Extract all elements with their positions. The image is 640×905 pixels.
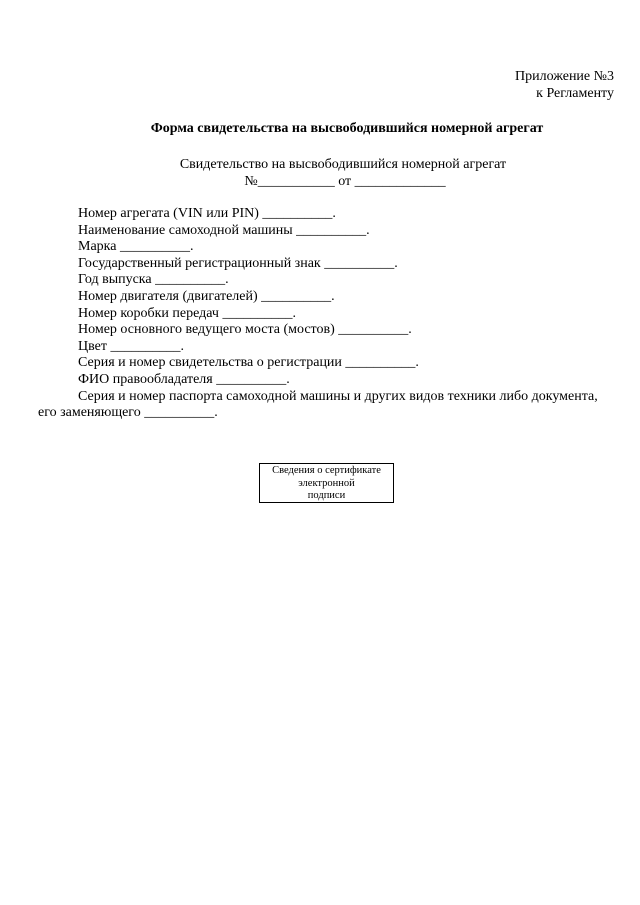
form-title: Форма свидетельства на высвободившийся номерной агрегат bbox=[150, 121, 544, 136]
field-axle-number: Номер основного ведущего моста (мостов) __________. bbox=[78, 322, 412, 338]
field-owner-name: ФИО правообладателя __________. bbox=[78, 371, 290, 387]
annex-regulation: к Регламенту bbox=[536, 86, 614, 101]
signature-box-line-2: электронной bbox=[298, 477, 355, 489]
field-brand: Марка __________. bbox=[78, 239, 194, 255]
field-engine-number: Номер двигателя (двигателей) __________. bbox=[78, 288, 335, 304]
field-unit-number: Номер агрегата (VIN или PIN) __________. bbox=[78, 206, 336, 221]
field-gearbox-number: Номер коробки передач __________. bbox=[78, 305, 296, 321]
field-registration-certificate: Серия и номер свидетельства о регистрации __________. bbox=[78, 355, 419, 371]
field-year: Год выпуска __________. bbox=[78, 272, 229, 288]
signature-box-line-3: подписи bbox=[307, 490, 346, 501]
certificate-number-line: №___________ от _____________ bbox=[244, 174, 446, 189]
field-registration-plate: Государственный регистрационный знак __________. bbox=[78, 255, 398, 271]
signature-box-line-1: Сведения о сертификате bbox=[272, 465, 381, 476]
field-color: Цвет __________. bbox=[78, 338, 184, 354]
field-machine-name: Наименование самоходной машины __________. bbox=[78, 222, 370, 238]
certificate-fields bbox=[38, 206, 618, 422]
certificate-title: Свидетельство на высвободившийся номерной агрегат bbox=[179, 157, 507, 172]
annex-number: Приложение №3 bbox=[515, 69, 614, 84]
field-passport-number: Серия и номер паспорта самоходной машины и других видов техники либо документа, его заменяющего __________. bbox=[38, 388, 598, 421]
signature-certificate-box bbox=[259, 463, 394, 503]
annex-reference bbox=[515, 68, 614, 102]
